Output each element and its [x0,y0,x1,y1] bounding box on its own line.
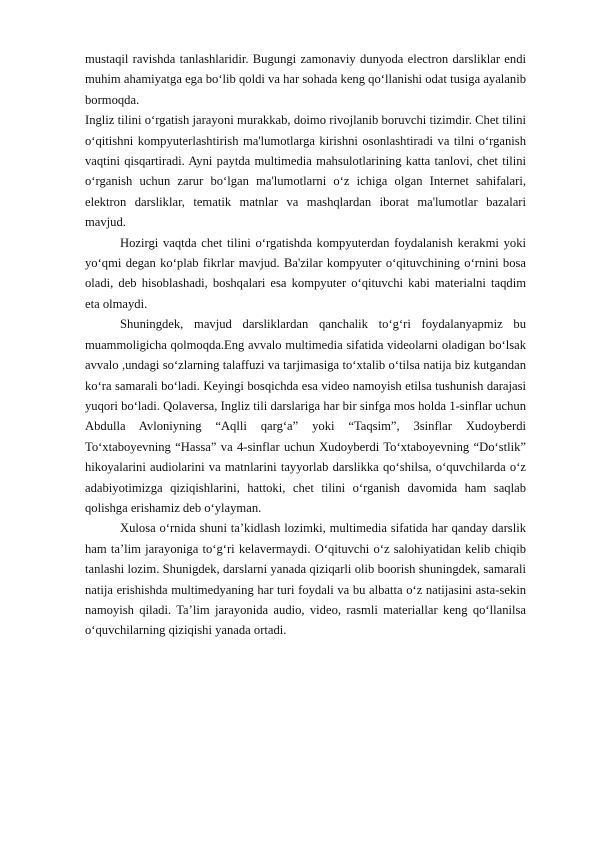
document-page [85,49,526,641]
paragraph-4: Shuningdek, mavjud darsliklardan qanchalik to‘g‘ri foydalanyapmiz bu muammoligicha qolmoqda.Eng avvalo multimedia sifatida videolarni oladigan bo‘lsak avvalo ,undagi so‘zlarning talaffuzi va tarjimasiga to‘xtalib o‘tilsa natija biz kutgandan ko‘ra samarali bo‘ladi. Keyingi bosqichda esa video namoyish etilsa tushunish darajasi yuqori bo‘ladi. Qolaversa, Ingliz tili darslariga har bir sinfga mos holda 1-sinflar uchun Abdulla Avloniyning “Aqlli qarg‘a” yoki “Taqsim”, 3sinflar Xudoyberdi To‘xtaboyevning “Hassa” va 4-sinflar uchun Xudoyberdi To‘xtaboyevning “Do‘stlik” hikoyalarini audiolarini va matnlarini tayyorlab darslikka qo‘shilsa, o‘quvchilarda o‘z adabiyotimizga qiziqishlarini, hattoki, chet tilini o‘rganish davomida ham saqlab qolishga erishamiz deb o‘ylayman. [85,317,526,515]
paragraph-5: Xulosa o‘rnida shuni ta’kidlash lozimki, multimedia sifatida har qanday darslik ham ta’lim jarayoniga to‘g‘ri kelavermaydi. O‘qituvchi o‘z salohiyatidan kelib chiqib tanlashi lozim. Shunigdek, darslarni yanada qiziqarli olib boorish shuningdek, samarali natija erishishda multimedyaning har turi foydali va bu albatta o‘z natijasini asta-sekin namoyish qiladi. Ta’lim jarayonida audio, video, rasmli materiallar keng qo‘llanilsa o‘quvchilarning qiziqishi yanada ortadi. [85,521,526,638]
paragraph-2: Ingliz tilini o‘rgatish jarayoni murakkab, doimo rivojlanib boruvchi tizimdir. Chet tilini o‘qitishni kompyuterlashtirish ma'lumotlarga kirishni osonlashtiradi va tilni o‘rganish vaqtini qisqartiradi. Ayni paytda multimedia mahsulotlarining katta tanlovi, chet tilini o‘rganish uchun zarur bo‘lgan ma'lumotlarni o‘z ichiga olgan Internet sahifalari, elektron darsliklar, tematik matnlar va mashqlardan iborat ma'lumotlar bazalari mavjud. [85,113,526,230]
paragraph-3: Hozirgi vaqtda chet tilini o‘rgatishda kompyuterdan foydalanish kerakmi yoki yo‘qmi degan ko‘plab fikrlar mavjud. Ba'zilar kompyuter o‘qituvchining o‘rnini bosa oladi, deb hisoblashadi, boshqalari esa kompyuter o‘qituvchi kabi materialni taqdim eta olmaydi. [85,235,526,311]
paragraph-1: mustaqil ravishda tanlashlaridir. Bugungi zamonaviy dunyoda electron darsliklar endi muhim ahamiyatga ega bo‘lib qoldi va har sohada keng qo‘llanishi odat tusiga ayalanib bormoqda. [85,52,526,107]
